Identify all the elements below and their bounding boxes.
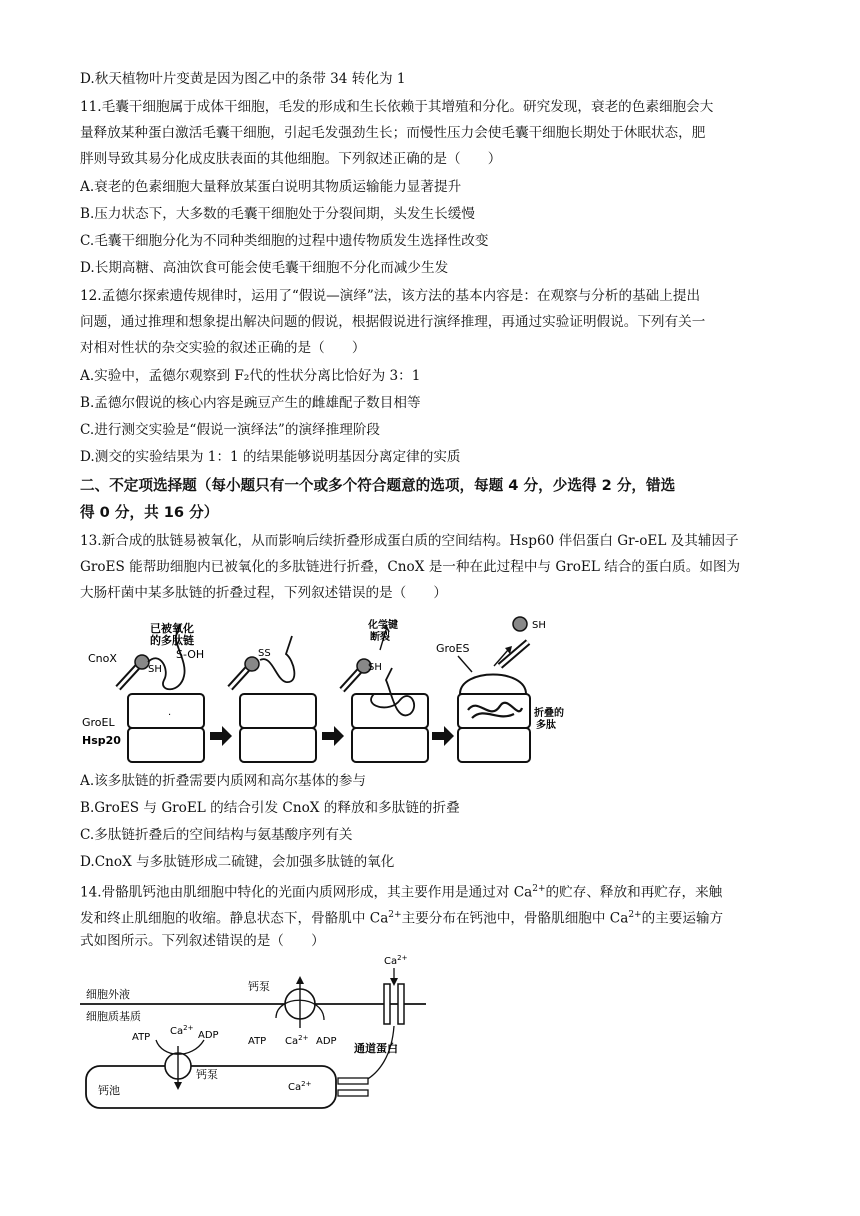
membrane-calcium-pump bbox=[276, 976, 324, 1028]
extracellular-label: 细胞外液 bbox=[86, 988, 130, 1001]
folded-label-2: 多肽 bbox=[536, 720, 556, 731]
folded-label-1: 折叠的 bbox=[534, 708, 564, 719]
q13-folding-diagram bbox=[80, 610, 580, 770]
q12-option-a: A.实验中，孟德尔观察到 F₂代的性状分离比恰好为 3：1 bbox=[80, 368, 421, 384]
ca-label-pool: $Ca^{2+}$ bbox=[288, 1080, 312, 1093]
q14-stem-line-2: 发和终止肌细胞的收缩。静息状态下，骨骼肌中 $Ca^{2+}$主要分布在钙池中，骨骼肌细胞中 $Ca^{2+}$的主要运输方 bbox=[80, 910, 724, 927]
q13-stem-line-3: 大肠杆菌中某多肽链的折叠过程，下列叙述错误的是（ ） bbox=[80, 585, 448, 601]
q10-option-d: D.秋天植物叶片变黄是因为图乙中的条带 34 转化为 1 bbox=[80, 71, 406, 87]
arrow-right-icon bbox=[322, 726, 344, 746]
q14-stem-line-3: 式如图所示。下列叙述错误的是（ ） bbox=[80, 933, 325, 949]
q13-stem-line-1: 13.新合成的肽链易被氧化，从而影响后续折叠形成蛋白质的空间结构。Hsp60 伴侣蛋白 Gr-oEL 及其辅因子 bbox=[80, 533, 739, 549]
stage-1-cnox bbox=[118, 655, 149, 688]
section-2-title-line-2: 得 0 分，共 16 分） bbox=[80, 504, 219, 521]
q12-stem-line-2: 问题，通过推理和想象提出解决问题的假说，根据假说进行演绎推理，再通过实验证明假说。下列有关一 bbox=[80, 314, 706, 330]
section-2-title-line-1: 二、不定项选择题（每小题只有一个或多个符合题意的选项，每题 4 分，少选得 2 分，错选 bbox=[80, 477, 676, 494]
q11-option-b: B.压力状态下，大多数的毛囊干细胞处于分裂间期，头发生长缓慢 bbox=[80, 206, 475, 222]
q11-option-d: D.长期高糖、高油饮食可能会使毛囊干细胞不分化而减少生发 bbox=[80, 260, 449, 276]
hsp-label: Hsp20 bbox=[82, 734, 121, 747]
q13-option-c: C.多肽链折叠后的空间结构与氨基酸序列有关 bbox=[80, 827, 353, 843]
stage-4-groel-groes bbox=[458, 675, 530, 763]
stage-2-polypeptide bbox=[260, 636, 294, 682]
adp-label-2: ADP bbox=[198, 1030, 219, 1041]
q13-stem-line-2: GroES 能帮助细胞内已被氧化的多肽链进行折叠，CnoX 是一种在此过程中与 GroEL 结合的蛋白质。如图为 bbox=[80, 559, 741, 575]
stage-1-groel bbox=[128, 694, 204, 762]
stage-2-groel bbox=[240, 694, 316, 762]
break-label-1: 化学键 bbox=[368, 620, 398, 631]
q13-option-d: D.CnoX 与多肽链形成二硫键，会加强多肽链的氧化 bbox=[80, 854, 395, 870]
svg-text:·: · bbox=[168, 710, 172, 721]
q11-option-a: A.衰老的色素细胞大量释放某蛋白说明其物质运输能力显著提升 bbox=[80, 179, 462, 195]
pump-label-2: 钙泵 bbox=[196, 1068, 218, 1081]
sh-label-2: SH bbox=[368, 662, 382, 673]
arrow-right-icon bbox=[210, 726, 232, 746]
cytoplasm-label: 细胞质基质 bbox=[86, 1010, 141, 1023]
ss-label: SS bbox=[258, 648, 271, 659]
q11-stem-line-1: 11.毛囊干细胞属于成体干细胞，毛发的形成和生长依赖于其增殖和分化。研究发现，衰老的色素细胞会大 bbox=[80, 99, 714, 115]
soh-label: S-OH bbox=[176, 648, 205, 661]
channel-protein bbox=[362, 968, 404, 1082]
q11-stem-line-3: 胖则导致其易分化成皮肤表面的其他细胞。下列叙述正确的是（ ） bbox=[80, 151, 502, 167]
groel-label: GroEL bbox=[82, 716, 115, 729]
stage-3-groel bbox=[352, 694, 428, 762]
q12-stem-line-3: 对相对性状的杂交实验的叙述正确的是（ ） bbox=[80, 340, 366, 356]
q12-stem-line-1: 12.孟德尔探索遗传规律时，运用了“假说—演绎”法，该方法的基本内容是：在观察与分析的基础上提出 bbox=[80, 288, 701, 304]
q14-stem-line-1: 14.骨骼肌钙池由肌细胞中特化的光面内质网形成，其主要作用是通过对 $Ca^{2+}$的贮存、释放和再贮存，来触 bbox=[80, 884, 723, 901]
q11-stem-line-2: 量释放某种蛋白激活毛囊干细胞，引起毛发强劲生长；而慢性压力会使毛囊干细胞长期处于休眠状态，肥 bbox=[80, 125, 706, 141]
atp-label-2: ATP bbox=[132, 1032, 151, 1043]
ca-label-2: $Ca^{2+}$ bbox=[170, 1024, 194, 1037]
arrow-right-icon bbox=[432, 726, 454, 746]
q12-option-c: C.进行测交实验是“假说一演绎法”的演绎推理阶段 bbox=[80, 422, 381, 438]
calcium-pool bbox=[86, 1066, 368, 1108]
oxidized-label-2: 的多肽链 bbox=[150, 634, 194, 647]
ca-label-1: $Ca^{2+}$ bbox=[285, 1034, 309, 1047]
oxidized-label-1: 已被氧化 bbox=[150, 622, 194, 635]
q12-option-d: D.测交的实验结果为 1：1 的结果能够说明基因分离定律的实质 bbox=[80, 449, 461, 465]
q14-calcium-diagram bbox=[80, 954, 440, 1114]
channel-label: 通道蛋白 bbox=[354, 1042, 398, 1055]
pump-label-1: 钙泵 bbox=[248, 980, 270, 993]
cnox-label: CnoX bbox=[88, 652, 117, 665]
ca-label-top: $Ca^{2+}$ bbox=[384, 954, 408, 967]
q11-option-c: C.毛囊干细胞分化为不同种类细胞的过程中遗传物质发生选择性改变 bbox=[80, 233, 489, 249]
sh-label-3: SH bbox=[532, 620, 546, 631]
atp-label-1: ATP bbox=[248, 1036, 267, 1047]
q13-option-b: B.GroES 与 GroEL 的结合引发 CnoX 的释放和多肽链的折叠 bbox=[80, 800, 460, 816]
q12-option-b: B.孟德尔假说的核心内容是豌豆产生的雌雄配子数目相等 bbox=[80, 395, 421, 411]
pool-label: 钙池 bbox=[98, 1084, 120, 1097]
sh-label-1: SH bbox=[148, 664, 162, 675]
break-label-2: 断裂 bbox=[370, 632, 390, 643]
q13-option-a: A.该多肽链的折叠需要内质网和高尔基体的参与 bbox=[80, 773, 367, 789]
adp-label-1: ADP bbox=[316, 1036, 337, 1047]
groes-label: GroES bbox=[436, 642, 470, 655]
